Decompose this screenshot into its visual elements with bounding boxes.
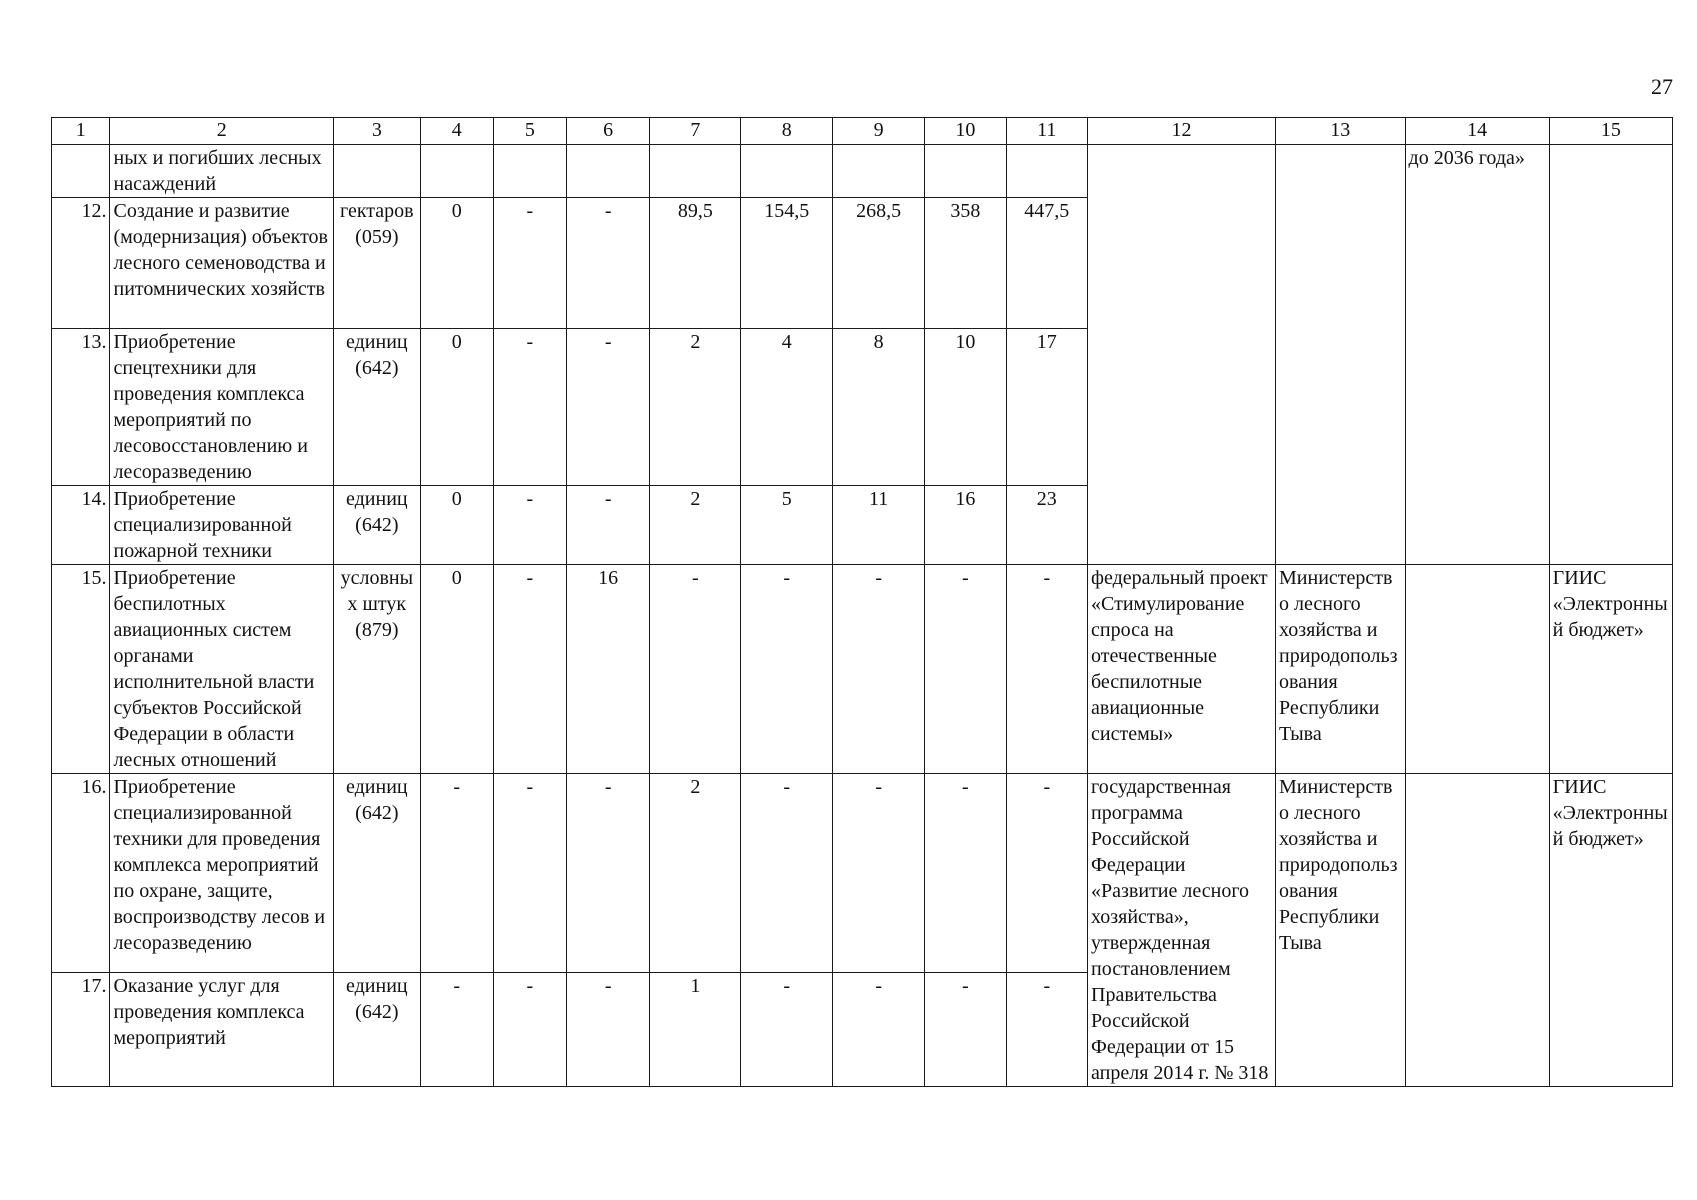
value-cell bbox=[925, 145, 1006, 198]
row-number-cell: 15. bbox=[52, 565, 110, 774]
value-cell: - bbox=[493, 198, 566, 329]
indicators-table bbox=[51, 117, 1673, 1087]
system-cell: ГИИС «Электронный бюджет» bbox=[1549, 774, 1672, 1087]
value-cell: 17 bbox=[1006, 329, 1087, 486]
table-row bbox=[52, 774, 1673, 973]
responsible-cell: Министерство лесного хозяйства и природопользования Республики Тыва bbox=[1276, 565, 1406, 774]
table-row bbox=[52, 145, 1673, 198]
program-cell: федеральный проект «Стимулирование спроса на отечественные беспилотные авиационные системы» bbox=[1088, 565, 1276, 774]
value-cell: 89,5 bbox=[650, 198, 741, 329]
value-cell: - bbox=[566, 774, 650, 973]
column-header: 6 bbox=[566, 118, 650, 145]
row-number-cell: 16. bbox=[52, 774, 110, 973]
indicator-name-cell: Приобретение специализированной техники для проведения комплекса мероприятий по охране, защите, воспроизводству лесов и лесоразведению bbox=[110, 774, 334, 973]
column-header: 1 bbox=[52, 118, 110, 145]
value-cell: 2 bbox=[650, 329, 741, 486]
value-cell bbox=[833, 145, 925, 198]
indicator-name-cell: Создание и развитие (модернизация) объектов лесного семеноводства и питомнических хозяйств bbox=[110, 198, 334, 329]
row-number-cell: 13. bbox=[52, 329, 110, 486]
column-header: 10 bbox=[925, 118, 1006, 145]
deadline-cell bbox=[1405, 565, 1549, 774]
value-cell: 8 bbox=[833, 329, 925, 486]
indicator-name-cell: ных и погибших лесных насаждений bbox=[110, 145, 334, 198]
program-cell: государственная программа Российской Федерации «Развитие лесного хозяйства», утвержденная постановлением Правительства Российской Федерации от 15 апреля 2014 г. № 318 bbox=[1088, 774, 1276, 1087]
row-number-cell: 14. bbox=[52, 486, 110, 565]
value-cell: 358 bbox=[925, 198, 1006, 329]
row-number-cell bbox=[52, 145, 110, 198]
value-cell: - bbox=[493, 329, 566, 486]
table-row bbox=[52, 565, 1673, 774]
value-cell: 10 bbox=[925, 329, 1006, 486]
indicator-name-cell: Приобретение специализированной пожарной техники bbox=[110, 486, 334, 565]
value-cell: - bbox=[1006, 972, 1087, 1086]
value-cell: - bbox=[420, 972, 493, 1086]
value-cell: - bbox=[650, 565, 741, 774]
row-number-cell: 17. bbox=[52, 972, 110, 1086]
value-cell: - bbox=[493, 486, 566, 565]
value-cell: - bbox=[493, 774, 566, 973]
unit-cell: единиц (642) bbox=[333, 774, 420, 973]
value-cell: - bbox=[833, 565, 925, 774]
value-cell: - bbox=[1006, 565, 1087, 774]
indicator-name-cell: Приобретение беспилотных авиационных систем органами исполнительной власти субъектов Российской Федерации в области лесных отношений bbox=[110, 565, 334, 774]
value-cell: - bbox=[566, 329, 650, 486]
value-cell: - bbox=[493, 565, 566, 774]
value-cell bbox=[650, 145, 741, 198]
value-cell: 11 bbox=[833, 486, 925, 565]
value-cell: 447,5 bbox=[1006, 198, 1087, 329]
deadline-cell: до 2036 года» bbox=[1405, 145, 1549, 565]
value-cell bbox=[1006, 145, 1087, 198]
responsible-cell bbox=[1276, 145, 1406, 565]
value-cell: 16 bbox=[925, 486, 1006, 565]
system-cell bbox=[1549, 145, 1672, 565]
value-cell: 2 bbox=[650, 486, 741, 565]
column-header: 13 bbox=[1276, 118, 1406, 145]
unit-cell: условных штук (879) bbox=[333, 565, 420, 774]
value-cell: 4 bbox=[741, 329, 833, 486]
value-cell: - bbox=[925, 565, 1006, 774]
unit-cell: единиц (642) bbox=[333, 972, 420, 1086]
column-header: 5 bbox=[493, 118, 566, 145]
value-cell: 0 bbox=[420, 329, 493, 486]
value-cell: 268,5 bbox=[833, 198, 925, 329]
column-header: 14 bbox=[1405, 118, 1549, 145]
value-cell: - bbox=[493, 972, 566, 1086]
value-cell: 23 bbox=[1006, 486, 1087, 565]
value-cell bbox=[493, 145, 566, 198]
value-cell: 1 bbox=[650, 972, 741, 1086]
page-number: 27 bbox=[1651, 74, 1673, 99]
column-header: 4 bbox=[420, 118, 493, 145]
value-cell: - bbox=[925, 774, 1006, 973]
value-cell: 0 bbox=[420, 198, 493, 329]
value-cell: - bbox=[833, 972, 925, 1086]
value-cell: - bbox=[741, 774, 833, 973]
column-header: 8 bbox=[741, 118, 833, 145]
value-cell: 0 bbox=[420, 565, 493, 774]
value-cell: - bbox=[741, 565, 833, 774]
value-cell: 16 bbox=[566, 565, 650, 774]
program-cell bbox=[1088, 145, 1276, 565]
value-cell: - bbox=[566, 198, 650, 329]
column-header: 3 bbox=[333, 118, 420, 145]
column-header: 2 bbox=[110, 118, 334, 145]
value-cell: 154,5 bbox=[741, 198, 833, 329]
unit-cell: гектаров (059) bbox=[333, 198, 420, 329]
column-number-row bbox=[52, 118, 1673, 145]
system-cell: ГИИС «Электронный бюджет» bbox=[1549, 565, 1672, 774]
indicator-name-cell: Приобретение спецтехники для проведения комплекса мероприятий по лесовосстановлению и лесоразведению bbox=[110, 329, 334, 486]
column-header: 9 bbox=[833, 118, 925, 145]
unit-cell: единиц (642) bbox=[333, 329, 420, 486]
column-header: 12 bbox=[1088, 118, 1276, 145]
value-cell: 5 bbox=[741, 486, 833, 565]
value-cell: 0 bbox=[420, 486, 493, 565]
row-number-cell: 12. bbox=[52, 198, 110, 329]
indicator-name-cell: Оказание услуг для проведения комплекса мероприятий bbox=[110, 972, 334, 1086]
unit-cell bbox=[333, 145, 420, 198]
column-header: 11 bbox=[1006, 118, 1087, 145]
value-cell: - bbox=[566, 972, 650, 1086]
column-header: 7 bbox=[650, 118, 741, 145]
value-cell bbox=[420, 145, 493, 198]
column-header: 15 bbox=[1549, 118, 1672, 145]
value-cell: - bbox=[833, 774, 925, 973]
value-cell: - bbox=[566, 486, 650, 565]
unit-cell: единиц (642) bbox=[333, 486, 420, 565]
value-cell: - bbox=[925, 972, 1006, 1086]
value-cell bbox=[741, 145, 833, 198]
value-cell: - bbox=[420, 774, 493, 973]
value-cell bbox=[566, 145, 650, 198]
value-cell: - bbox=[1006, 774, 1087, 973]
value-cell: 2 bbox=[650, 774, 741, 973]
responsible-cell: Министерство лесного хозяйства и природопользования Республики Тыва bbox=[1276, 774, 1406, 1087]
deadline-cell bbox=[1405, 774, 1549, 1087]
value-cell: - bbox=[741, 972, 833, 1086]
